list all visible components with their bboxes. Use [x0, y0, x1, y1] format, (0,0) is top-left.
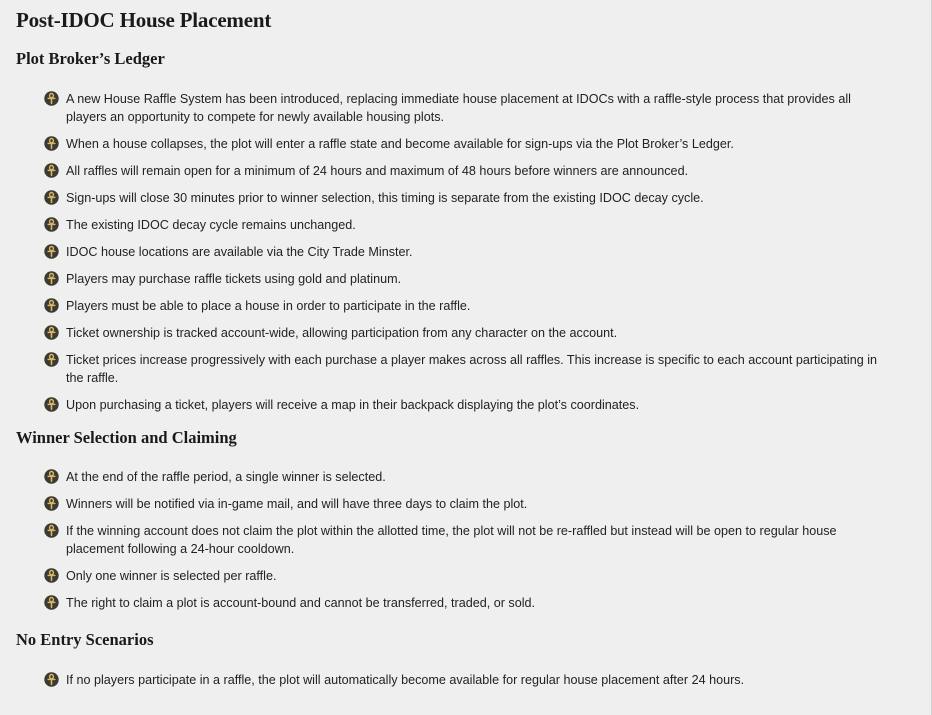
- ankh-icon: [44, 91, 59, 106]
- list-item: [44, 567, 880, 585]
- ankh-icon: [44, 163, 59, 178]
- list-item: [44, 297, 880, 315]
- list-item-text: When a house collapses, the plot will enter a raffle state and become available for sign-ups via the Plot Broker’s Ledger.: [66, 137, 734, 151]
- list-item-text: Players may purchase raffle tickets using gold and platinum.: [66, 272, 402, 286]
- section-list-no-entry-scenarios: [0, 671, 880, 689]
- ankh-icon: [44, 672, 59, 687]
- list-item: [44, 270, 880, 288]
- list-item-text: The existing IDOC decay cycle remains unchanged.: [66, 218, 356, 232]
- list-item: [44, 594, 880, 612]
- ankh-icon: [44, 523, 59, 538]
- ankh-icon: [44, 217, 59, 232]
- ankh-icon: [44, 352, 59, 367]
- list-item: [44, 90, 880, 126]
- section-heading-plot-brokers-ledger: Plot Broker’s Ledger: [16, 49, 165, 68]
- list-item-text: Sign-ups will close 30 minutes prior to winner selection, this timing is separate from the existing IDOC decay cycle.: [66, 191, 704, 205]
- section-list-winner-selection: [0, 468, 880, 612]
- list-item: [44, 351, 880, 387]
- ankh-icon: [44, 496, 59, 511]
- list-item-text: If no players participate in a raffle, the plot will automatically become available for regular house placement after 24 hours.: [66, 673, 745, 687]
- list-item-text: Ticket prices increase progressively with each purchase a player makes across all raffles. This increase is specific to each account participating in the raffle.: [66, 353, 878, 385]
- list-item-text: The right to claim a plot is account-bound and cannot be transferred, traded, or sold.: [66, 596, 536, 610]
- ankh-icon: [44, 397, 59, 412]
- list-item-text: Ticket ownership is tracked account-wide, allowing participation from any character on the account.: [66, 326, 618, 340]
- list-item-text: Winners will be notified via in-game mail, and will have three days to claim the plot.: [66, 497, 528, 511]
- list-item-text: Upon purchasing a ticket, players will receive a map in their backpack displaying the plot’s coordinates.: [66, 398, 640, 412]
- ankh-icon: [44, 136, 59, 151]
- section-heading-no-entry-scenarios: No Entry Scenarios: [16, 630, 154, 649]
- list-item-text: If the winning account does not claim the plot within the allotted time, the plot will not be re-raffled but instead will be open to regular house placement following a 24-hour cooldown.: [66, 524, 837, 556]
- list-item-text: Only one winner is selected per raffle.: [66, 569, 277, 583]
- ankh-icon: [44, 190, 59, 205]
- list-item: [44, 671, 880, 689]
- ankh-icon: [44, 244, 59, 259]
- list-item-text: A new House Raffle System has been introduced, replacing immediate house placement at IDOCs with a raffle-style process that provides all players an opportunity to compete for newly available housing plots.: [66, 92, 851, 124]
- ankh-icon: [44, 271, 59, 286]
- list-item: [44, 495, 880, 513]
- list-item: [44, 189, 880, 207]
- ankh-icon: [44, 568, 59, 583]
- ankh-icon: [44, 595, 59, 610]
- list-item-text: At the end of the raffle period, a single winner is selected.: [66, 470, 386, 484]
- list-item: [44, 522, 880, 558]
- section-list-plot-brokers-ledger: [0, 90, 880, 414]
- ankh-icon: [44, 469, 59, 484]
- list-item-text: All raffles will remain open for a minimum of 24 hours and maximum of 48 hours before winners are announced.: [66, 164, 689, 178]
- ankh-icon: [44, 298, 59, 313]
- list-item-text: IDOC house locations are available via the City Trade Minster.: [66, 245, 413, 259]
- list-item: [44, 324, 880, 342]
- list-item-text: Players must be able to place a house in order to participate in the raffle.: [66, 299, 471, 313]
- list-item: [44, 243, 880, 261]
- list-item: [44, 396, 880, 414]
- list-item: [44, 216, 880, 234]
- page-title: Post-IDOC House Placement: [16, 8, 272, 32]
- ankh-icon: [44, 325, 59, 340]
- list-item: [44, 135, 880, 153]
- list-item: [44, 468, 880, 486]
- list-item: [44, 162, 880, 180]
- section-heading-winner-selection: Winner Selection and Claiming: [16, 428, 237, 447]
